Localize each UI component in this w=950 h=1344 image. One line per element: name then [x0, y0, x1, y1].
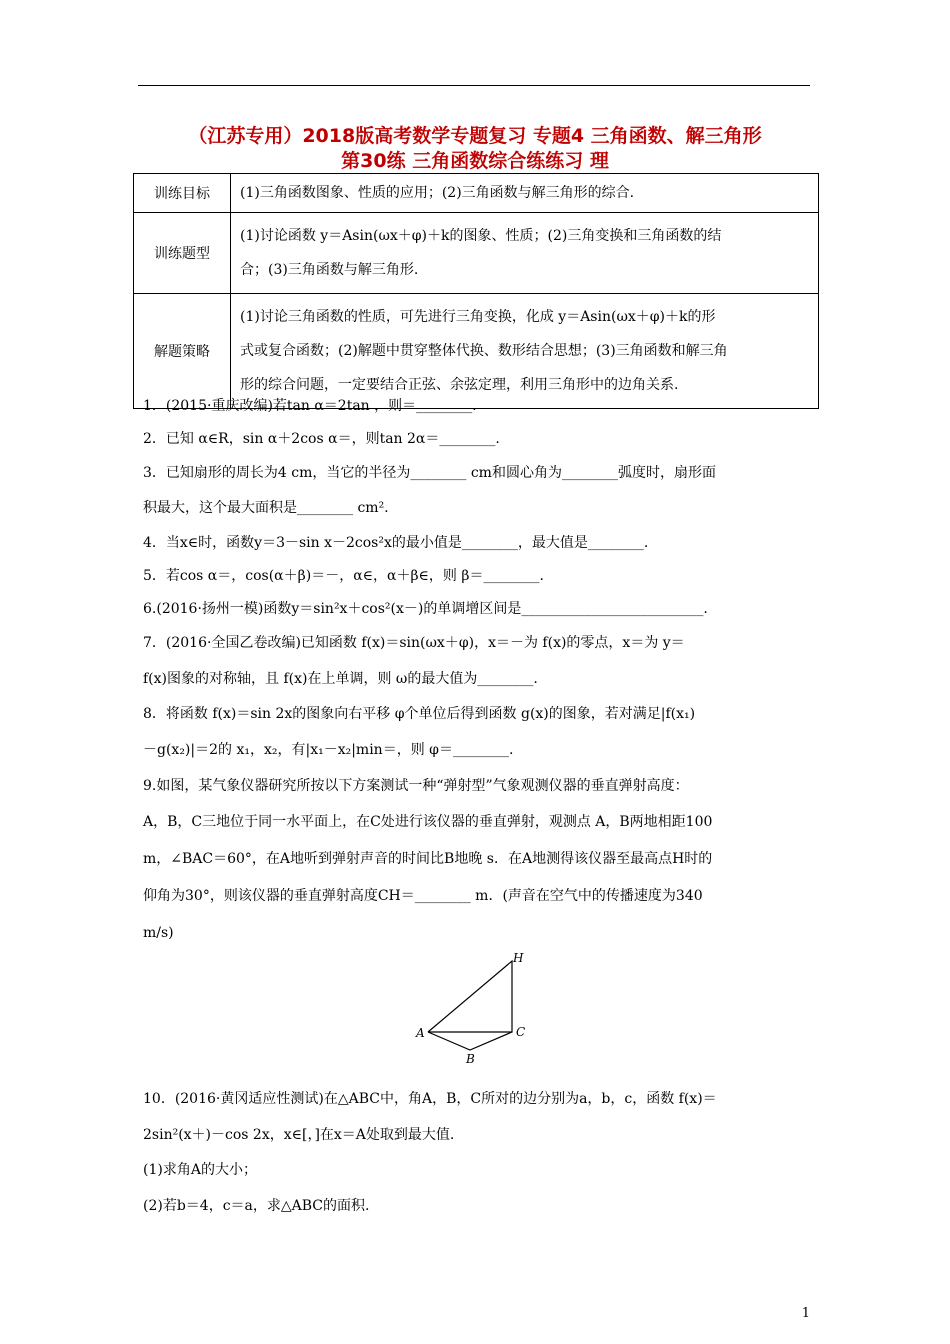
label-c: C — [516, 1025, 526, 1039]
question-line: 9.如图，某气象仪器研究所按以下方案测试一种“弹射型”气象观测仪器的垂直弹射高度： — [143, 778, 689, 794]
row-line: (1)讨论三角函数的性质，可先进行三角变换，化成 y＝Asin(ωx＋φ)＋k的形 — [240, 309, 716, 325]
row-line: (1)三角函数图象、性质的应用；(2)三角函数与解三角形的综合. — [240, 185, 635, 201]
question-line: 3．已知扇形的周长为4 cm，当它的半径为________ cm和圆心角为________弧度时，扇形面 — [143, 465, 716, 481]
question-line: 2．已知 α∈R，sin α＋2cos α＝，则tan 2α＝________. — [143, 431, 500, 447]
question-line: 1．(2015·重庆改编)若tan α＝2tan ，则＝________. — [143, 398, 477, 414]
label-h: H — [513, 951, 524, 965]
row-line: 形的综合问题，一定要结合正弦、余弦定理，利用三角形中的边角关系. — [240, 377, 679, 393]
triangle-ahc — [428, 961, 512, 1032]
document-title-line2: 第30练 三角函数综合练练习 理 — [341, 150, 609, 172]
document-title-line1: （江苏专用）2018版高考数学专题复习 专题4 三角函数、解三角形 — [188, 125, 762, 147]
question-line: 8．将函数 f(x)＝sin 2x的图象向右平移 φ个单位后得到函数 g(x)的图象，若对满足|f(x₁) — [143, 706, 696, 722]
question-line: 2sin²(x＋)－cos 2x，x∈[，]在x＝A处取到最大值. — [143, 1127, 455, 1143]
header-rule — [138, 85, 810, 86]
row-header: 训练目标 — [134, 174, 231, 213]
row-line: (1)讨论函数 y＝Asin(ωx＋φ)＋k的图象、性质；(2)三角变换和三角函数的结 — [240, 228, 722, 244]
question-line: 7．(2016·全国乙卷改编)已知函数 f(x)＝sin(ωx＋φ)，x＝－为 f(x)的零点，x＝为 y＝ — [143, 635, 685, 651]
question-line: 6.(2016·扬州一模)函数y＝sin²x＋cos²(x－)的单调增区间是__________________________. — [143, 601, 708, 617]
row-line: 式或复合函数；(2)解题中贯穿整体代换、数形结合思想；(3)三角函数和解三角 — [240, 343, 728, 359]
row-line: 合；(3)三角函数与解三角形. — [240, 262, 419, 278]
triangle-figure — [414, 950, 534, 1065]
question-line: 5．若cos α＝，cos(α＋β)＝－，α∈，α＋β∈，则 β＝________. — [143, 568, 544, 584]
question-line: 10．(2016·黄冈适应性测试)在△ABC中，角A，B，C所对的边分别为a，b，c，函数 f(x)＝ — [143, 1091, 717, 1107]
table-row — [134, 294, 819, 409]
question-line: (2)若b＝4，c＝a，求△ABC的面积. — [143, 1198, 370, 1214]
question-line: f(x)图象的对称轴，且 f(x)在上单调，则 ω的最大值为________. — [143, 671, 538, 687]
row-header: 解题策略 — [134, 294, 231, 409]
question-line: －g(x₂)|＝2的 x₁，x₂，有|x₁－x₂|min＝，则 φ＝________. — [143, 742, 514, 758]
row-header: 训练题型 — [134, 213, 231, 294]
question-line: 积最大，这个最大面积是________ cm². — [143, 500, 389, 516]
row-body — [231, 213, 819, 294]
question-line: (1)求角A的大小； — [143, 1162, 257, 1178]
question-line: m/s) — [143, 925, 174, 941]
label-b: B — [466, 1052, 475, 1065]
label-a: A — [416, 1026, 425, 1040]
question-line: 仰角为30°，则该仪器的垂直弹射高度CH＝________ m．(声音在空气中的传播速度为340 — [143, 888, 703, 904]
question-line: m，∠BAC＝60°，在A地听到弹射声音的时间比B地晚 s．在A地测得该仪器至最高点H时的 — [143, 851, 713, 867]
table-row — [134, 174, 819, 213]
row-body — [231, 174, 819, 213]
training-info-table — [133, 173, 819, 409]
table-row — [134, 213, 819, 294]
page-number: 1 — [801, 1306, 810, 1321]
triangle-abc — [428, 1032, 512, 1050]
row-body — [231, 294, 819, 409]
question-line: A，B，C三地位于同一水平面上，在C处进行该仪器的垂直弹射，观测点 A，B两地相距100 — [143, 814, 713, 830]
question-line: 4．当x∈时，函数y＝3－sin x－2cos²x的最小值是________，最大值是________. — [143, 535, 649, 551]
